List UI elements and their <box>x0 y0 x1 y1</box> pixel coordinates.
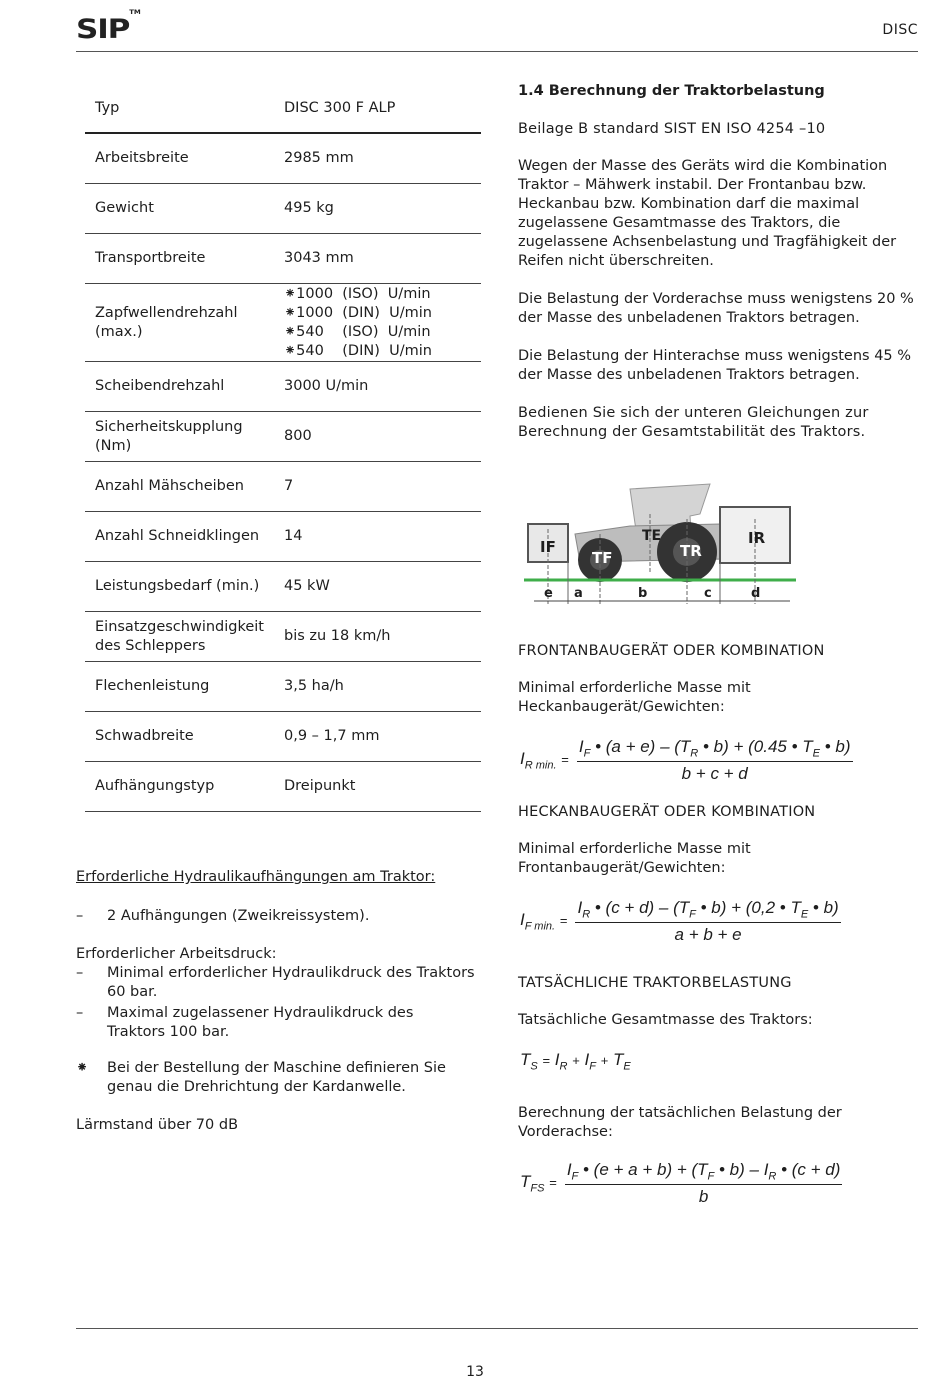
table-row <box>85 184 481 234</box>
table-row <box>85 462 481 512</box>
front-text: Minimal erforderliche Masse mit Heckanbaugerät/Gewichten: <box>518 680 751 715</box>
actual-text: Tatsächliche Gesamtmasse des Traktors: <box>518 1012 813 1028</box>
table-row <box>85 362 481 412</box>
if-label: IF <box>540 538 556 556</box>
table-row <box>85 662 481 712</box>
list-item: – 2 Aufhängungen (Zweikreissystem). <box>76 908 370 924</box>
row-label: Zapfwellendrehzahl (max.) <box>95 304 238 340</box>
dash-marker: – <box>76 965 84 981</box>
section-title: 1.4 Berechnung der Traktorbelastung <box>518 83 825 99</box>
row-label: Flechenleistung <box>95 678 210 694</box>
front-heading: FRONTANBAUGERÄT ODER KOMBINATION <box>518 643 825 659</box>
row-value: bis zu 18 km/h <box>284 628 391 644</box>
row-label: Anzahl Mähscheiben <box>95 478 245 494</box>
rear-section <box>518 803 918 878</box>
table-row <box>85 612 481 662</box>
front-section <box>518 642 918 717</box>
row-value: 7 <box>284 478 294 494</box>
right-column <box>518 82 918 442</box>
spec-table <box>85 84 481 812</box>
row-label: Anzahl Schneidklingen <box>95 528 260 544</box>
actual-heading: TATSÄCHLICHE TRAKTORBELASTUNG <box>518 975 792 991</box>
noise-level: Lärmstand über 70 dB <box>76 1117 239 1133</box>
hydraulic-notes <box>76 868 476 1135</box>
row-value: 14 <box>284 528 303 544</box>
paragraph: Die Belastung der Hinterachse muss wenigstens 45 % der Masse des unbeladenen Traktors betragen. <box>518 348 912 383</box>
dim-label: d <box>751 586 761 601</box>
formula-ts: $T_S = I_R + I_F + T_E$ <box>520 1050 631 1073</box>
formula-ir-min: $I_{R min.}$ = $\frac{I_F • (a + e) - (T_R • b) + (0.45 • T_E • b)}{b + c + d}$ <box>520 737 851 784</box>
row-label: Aufhängungstyp <box>95 778 215 794</box>
dash-marker: – <box>76 1005 84 1021</box>
sip-logo: SIP™ <box>76 9 141 45</box>
table-row <box>85 712 481 762</box>
header-rule <box>76 51 918 52</box>
row-value: DISC 300 F ALP <box>284 99 396 116</box>
list-item: ⁕ Bei der Bestellung der Maschine definieren Sie genau die Drehrichtung der Kardanwelle. <box>76 1060 446 1095</box>
front-axle-text: Berechnung der tatsächlichen Belastung der Vorderachse: <box>518 1105 842 1140</box>
dim-label: e <box>544 586 553 601</box>
table-row <box>85 512 481 562</box>
row-label: Arbeitsbreite <box>95 150 189 166</box>
row-label: Schwadbreite <box>95 728 194 744</box>
table-row <box>85 284 481 362</box>
row-value: 495 kg <box>284 200 334 216</box>
row-value: 2985 mm <box>284 150 354 166</box>
list-item: – Maximal zugelassener Hydraulikdruck des Traktors 100 bar. <box>76 1005 414 1040</box>
row-label: Sicherheitskupplung (Nm) <box>95 418 243 454</box>
row-value: 45 kW <box>284 578 330 594</box>
row-label: Typ <box>95 99 120 116</box>
te-label: TE <box>642 528 662 544</box>
dim-label: c <box>704 586 712 601</box>
row-label: Gewicht <box>95 200 154 216</box>
row-label: Leistungsbedarf (min.) <box>95 578 260 594</box>
table-row <box>85 134 481 184</box>
hydraulic-heading: Erforderliche Hydraulikaufhängungen am Traktor: <box>76 869 436 885</box>
pressure-heading: Erforderlicher Arbeitsdruck: <box>76 946 277 962</box>
rear-heading: HECKANBAUGERÄT ODER KOMBINATION <box>518 804 816 820</box>
row-value: 800 <box>284 428 312 444</box>
paragraph-emphasis: Bedienen Sie sich der unteren Gleichungen zur Berechnung der Gesamtstabilität des Traktors. <box>518 405 869 440</box>
row-label: Transportbreite <box>95 250 206 266</box>
table-row <box>85 562 481 612</box>
formula-tfs: $T_{FS}$ = $\frac{I_F • (e + a + b) + (T_F • b) - I_R • (c + d)}{b}$ <box>520 1160 841 1207</box>
actual-section <box>518 974 918 1030</box>
footer-rule <box>76 1328 918 1329</box>
row-value: 3,5 ha/h <box>284 678 344 694</box>
page-number: 13 <box>466 1364 484 1380</box>
ir-label: IR <box>748 529 766 547</box>
row-value: 0,9 – 1,7 mm <box>284 728 380 744</box>
table-row <box>85 412 481 462</box>
row-label: Einsatzgeschwindigkeit des Schleppers <box>95 618 264 654</box>
tractor-figure <box>520 474 800 614</box>
dim-label: b <box>638 586 648 601</box>
row-value: 3000 U/min <box>284 378 369 394</box>
asterisk-icon: ⁕ <box>76 1060 89 1076</box>
paragraph: Wegen der Masse des Geräts wird die Kombination Traktor – Mähwerk instabil. Der Frontanbau bzw. Heckanbau bzw. Kombination darf die maximal zugelassene Gesamtmasse des Traktors, die zugelassene Achsenbelastung und Tragfähigkeit der Reifen nicht überschreiten. <box>518 158 897 269</box>
table-row <box>85 762 481 812</box>
row-label: Scheibendrehzahl <box>95 378 225 394</box>
row-value: Dreipunkt <box>284 778 356 794</box>
tf-label: TF <box>592 549 613 567</box>
standard-annex: Beilage B standard SIST EN ISO 4254 –10 <box>518 121 826 137</box>
dash-marker: – <box>76 908 84 924</box>
row-value: 3043 mm <box>284 250 354 266</box>
rear-text: Minimal erforderliche Masse mit Frontanbaugerät/Gewichten: <box>518 841 751 876</box>
tr-label: TR <box>680 542 702 560</box>
table-row <box>85 84 481 134</box>
dim-label: a <box>574 586 583 601</box>
table-row <box>85 234 481 284</box>
paragraph: Die Belastung der Vorderachse muss wenigstens 20 % der Masse des unbeladenen Traktors betragen. <box>518 291 914 326</box>
row-value: ⁕1000 (ISO) U/min ⁕1000 (DIN) U/min ⁕540 (ISO) U/min ⁕540 (DIN) U/min <box>284 285 432 359</box>
formula-if-min: $I_{F min.}$ = $\frac{I_R • (c + d) - (T_F • b) + (0,2 • T_E • b)}{a + b + e}$ <box>520 898 839 945</box>
list-item: – Minimal erforderlicher Hydraulikdruck des Traktors 60 bar. <box>76 965 475 1000</box>
section-label: DISC <box>882 22 918 38</box>
